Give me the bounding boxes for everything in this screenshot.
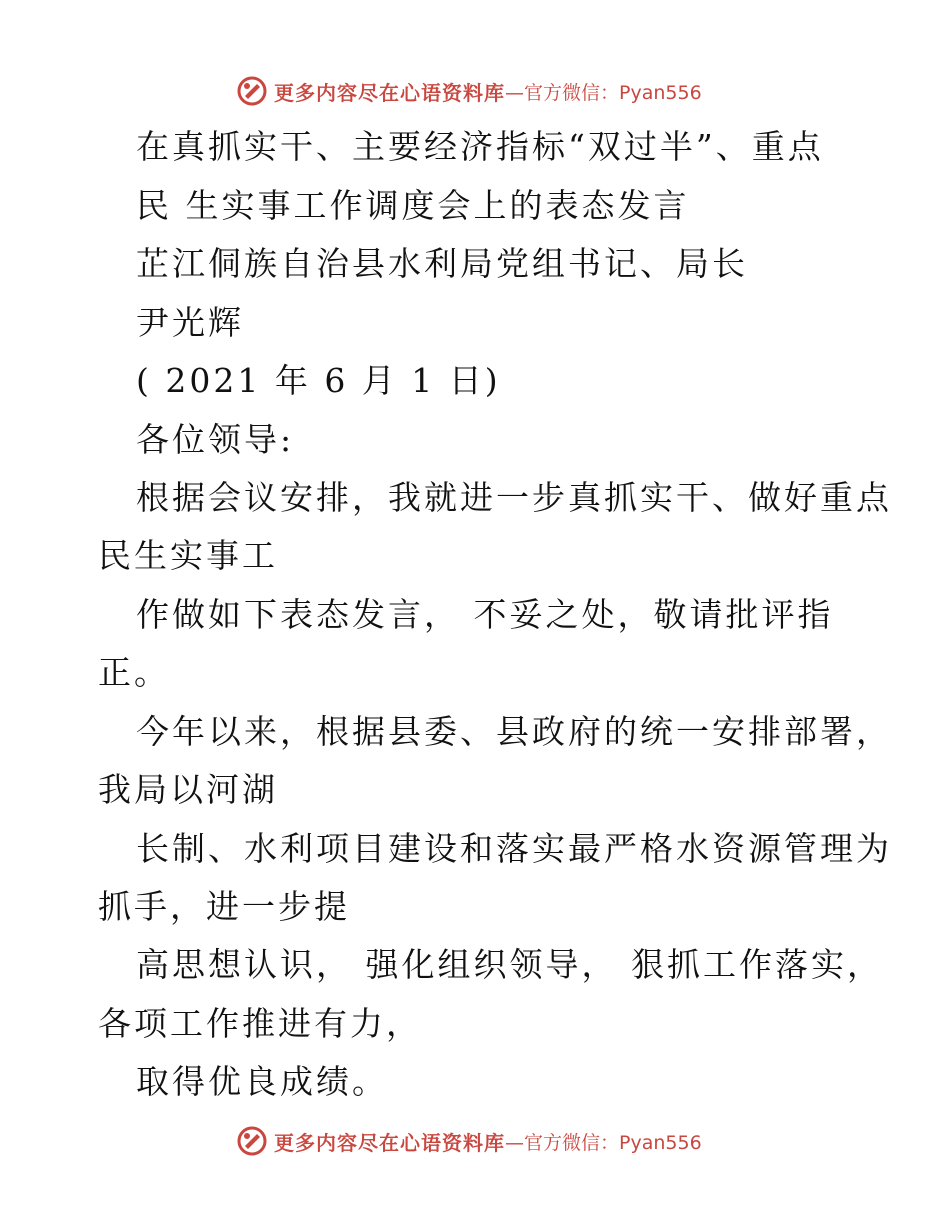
- author-name: 尹光辉: [136, 303, 244, 342]
- paragraph-line: 作做如下表态发言， 不妥之处，敬请批评指: [136, 595, 834, 634]
- paragraph-line: 抓手，进一步提: [98, 887, 350, 926]
- paragraph-line: 长制、水利项目建设和落实最严格水资源管理为: [136, 829, 892, 868]
- watermark-sub-text: —官方微信：Pyan556: [505, 81, 702, 104]
- title-line-2: 民 生实事工作调度会上的表态发言: [136, 186, 690, 225]
- watermark-main-text: 更多内容尽在心语资料库: [274, 1130, 505, 1155]
- paragraph-line: 今年以来，根据县委、县政府的统一安排部署，: [136, 712, 892, 751]
- title-line-1: 在真抓实干、主要经济指标“双过半”、重点: [136, 127, 824, 166]
- paragraph-line: 正。: [98, 653, 170, 692]
- footer-watermark: [236, 1124, 702, 1158]
- author-organization: 芷江侗族自治县水利局党组书记、局长: [136, 244, 748, 283]
- paragraph-line: 取得优良成绩。: [136, 1062, 388, 1101]
- paragraph-line: 我局以河湖: [98, 770, 278, 809]
- speech-date: ( 2021 年 6 月 1 日): [136, 361, 501, 400]
- paragraph-line: 根据会议安排，我就进一步真抓实干、做好重点: [136, 478, 892, 517]
- paragraph-line: 高思想认识， 强化组织领导， 狠抓工作落实，: [136, 945, 883, 984]
- paragraph-line: 民生实事工: [98, 536, 278, 575]
- salutation: 各位领导:: [136, 420, 295, 459]
- brand-logo-icon: [236, 1125, 268, 1157]
- watermark-sub-text: —官方微信：Pyan556: [505, 1131, 702, 1154]
- paragraph-line: 各项工作推进有力，: [98, 1004, 422, 1043]
- watermark-main-text: 更多内容尽在心语资料库: [274, 80, 505, 105]
